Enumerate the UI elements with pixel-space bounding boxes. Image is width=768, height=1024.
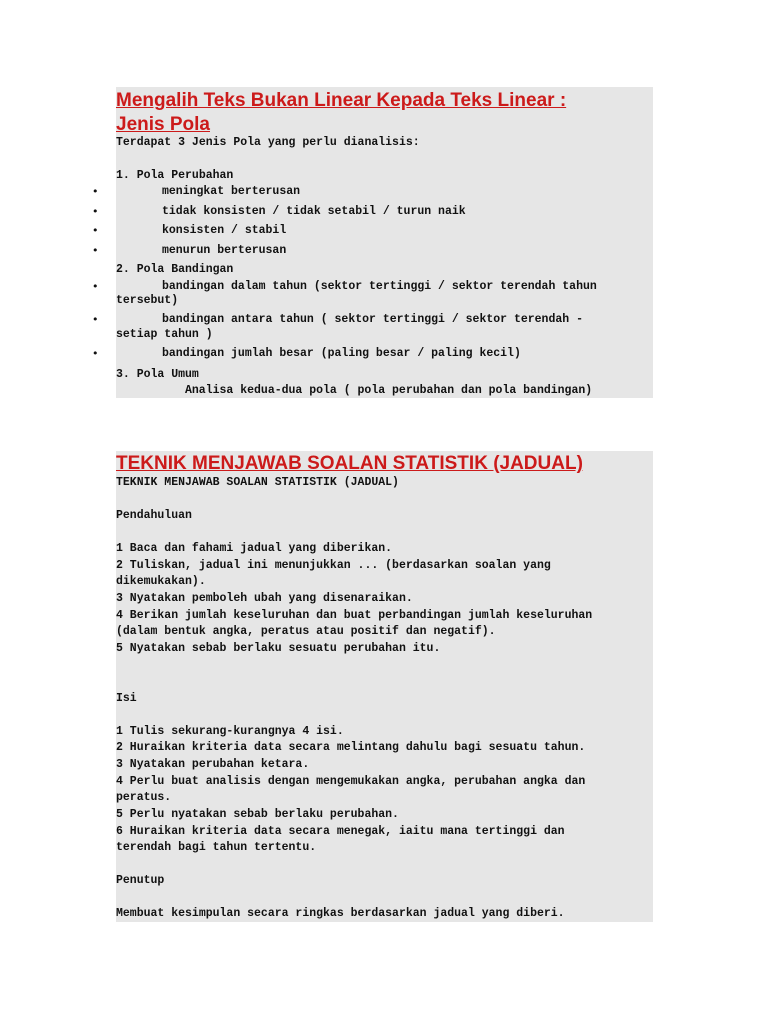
list-item: menurun berterusan xyxy=(162,244,287,257)
pola-umum-heading: 3. Pola Umum xyxy=(116,368,199,381)
section2-subtitle: TEKNIK MENJAWAB SOALAN STATISTIK (JADUAL) xyxy=(116,476,399,489)
list-item: meningkat berterusan xyxy=(162,185,301,198)
list-item: bandingan antara tahun ( sektor tertinggi / sektor terendah - xyxy=(162,313,583,326)
text-line: 2 Huraikan kriteria data secara melintang dahulu bagi sesuatu tahun. xyxy=(116,741,586,754)
text-line: 5 Perlu nyatakan sebab berlaku perubahan. xyxy=(116,808,399,821)
penutup-heading: Penutup xyxy=(116,874,165,887)
bullet-icon: • xyxy=(92,280,99,293)
bullet-icon: • xyxy=(92,205,99,218)
text-line: 6 Huraikan kriteria data secara menegak, iaitu mana tertinggi dan xyxy=(116,825,565,838)
pola-umum-text: Analisa kedua-dua pola ( pola perubahan dan pola bandingan) xyxy=(185,384,593,397)
text-line: dikemukakan). xyxy=(116,575,206,588)
text-line: terendah bagi tahun tertentu. xyxy=(116,841,317,854)
bullet-icon: • xyxy=(92,347,99,360)
list-item: tidak konsisten / tidak setabil / turun naik xyxy=(162,205,466,218)
text-line: 1 Tulis sekurang-kurangnya 4 isi. xyxy=(116,725,344,738)
bullet-icon: • xyxy=(92,313,99,326)
text-line: 4 Perlu buat analisis dengan mengemukakan angka, perubahan angka dan xyxy=(116,775,586,788)
list-item: bandingan dalam tahun (sektor tertinggi / sektor terendah tahun xyxy=(162,280,597,293)
text-line: 3 Nyatakan pemboleh ubah yang disenaraikan. xyxy=(116,592,413,605)
section2-title[interactable]: TEKNIK MENJAWAB SOALAN STATISTIK (JADUAL) xyxy=(116,453,583,474)
text-line: (dalam bentuk angka, peratus atau positif dan negatif). xyxy=(116,625,496,638)
text-line: 4 Berikan jumlah keseluruhan dan buat perbandingan jumlah keseluruhan xyxy=(116,609,593,622)
list-item: konsisten / stabil xyxy=(162,224,287,237)
bullet-icon: • xyxy=(92,244,99,257)
list-item: bandingan jumlah besar (paling besar / paling kecil) xyxy=(162,347,521,360)
section1-title-line2[interactable]: Jenis Pola xyxy=(116,114,210,135)
text-line: 1 Baca dan fahami jadual yang diberikan. xyxy=(116,542,393,555)
list-item-continuation: tersebut) xyxy=(116,294,179,307)
section1-title-line1[interactable]: Mengalih Teks Bukan Linear Kepada Teks Linear : xyxy=(116,90,567,111)
section1-intro: Terdapat 3 Jenis Pola yang perlu dianalisis: xyxy=(116,136,420,149)
pendahuluan-heading: Pendahuluan xyxy=(116,509,192,522)
text-line: 2 Tuliskan, jadual ini menunjukkan ... (berdasarkan soalan yang xyxy=(116,559,551,572)
pola-bandingan-heading: 2. Pola Bandingan xyxy=(116,263,234,276)
pola-perubahan-heading: 1. Pola Perubahan xyxy=(116,169,234,182)
text-line: 3 Nyatakan perubahan ketara. xyxy=(116,758,310,771)
penutup-text: Membuat kesimpulan secara ringkas berdasarkan jadual yang diberi. xyxy=(116,907,565,920)
bullet-icon: • xyxy=(92,185,99,198)
list-item-continuation: setiap tahun ) xyxy=(116,328,213,341)
text-line: peratus. xyxy=(116,791,172,804)
bullet-icon: • xyxy=(92,224,99,237)
text-line: 5 Nyatakan sebab berlaku sesuatu perubahan itu. xyxy=(116,642,441,655)
isi-heading: Isi xyxy=(116,692,137,705)
